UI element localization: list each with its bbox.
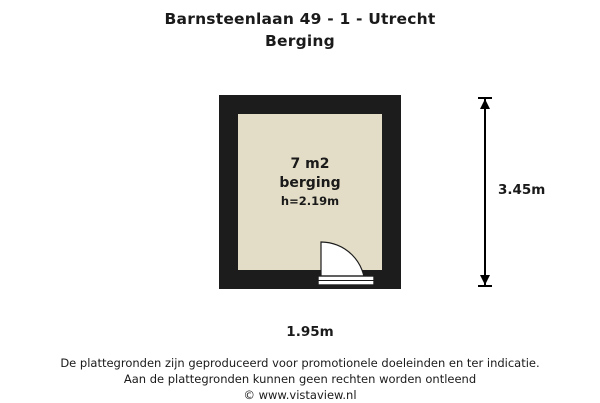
dimension-shaft-vertical bbox=[484, 99, 486, 285]
room-label-group bbox=[238, 155, 382, 210]
page-title: Barnsteenlaan 49 - 1 - Utrecht bbox=[164, 10, 436, 28]
room-area-label: 7 m2 bbox=[290, 156, 330, 172]
page-subtitle: Berging bbox=[265, 32, 335, 50]
horizontal-dimension-label: 1.95m bbox=[280, 324, 339, 340]
title-block bbox=[0, 8, 600, 52]
arrow-down-icon bbox=[480, 275, 490, 285]
dimension-cap-bottom bbox=[478, 285, 492, 287]
floorplan-drawing bbox=[219, 95, 401, 289]
room-name-label: berging bbox=[279, 175, 341, 191]
horizontal-dimension-label-wrap bbox=[231, 324, 389, 340]
footer-copyright: © www.vistaview.nl bbox=[243, 388, 357, 402]
vertical-dimension-line bbox=[478, 95, 492, 289]
door-icon bbox=[315, 226, 383, 289]
arrow-up-icon bbox=[480, 99, 490, 109]
vertical-dimension-label: 3.45m bbox=[498, 182, 546, 198]
footer-disclaimer-line-2: Aan de plattegronden kunnen geen rechten worden ontleend bbox=[123, 372, 477, 386]
footer bbox=[0, 355, 600, 403]
room-height-label: h=2.19m bbox=[280, 194, 340, 208]
footer-disclaimer-line-1: De plattegronden zijn geproduceerd voor promotionele doeleinden en ter indicatie. bbox=[60, 356, 540, 370]
